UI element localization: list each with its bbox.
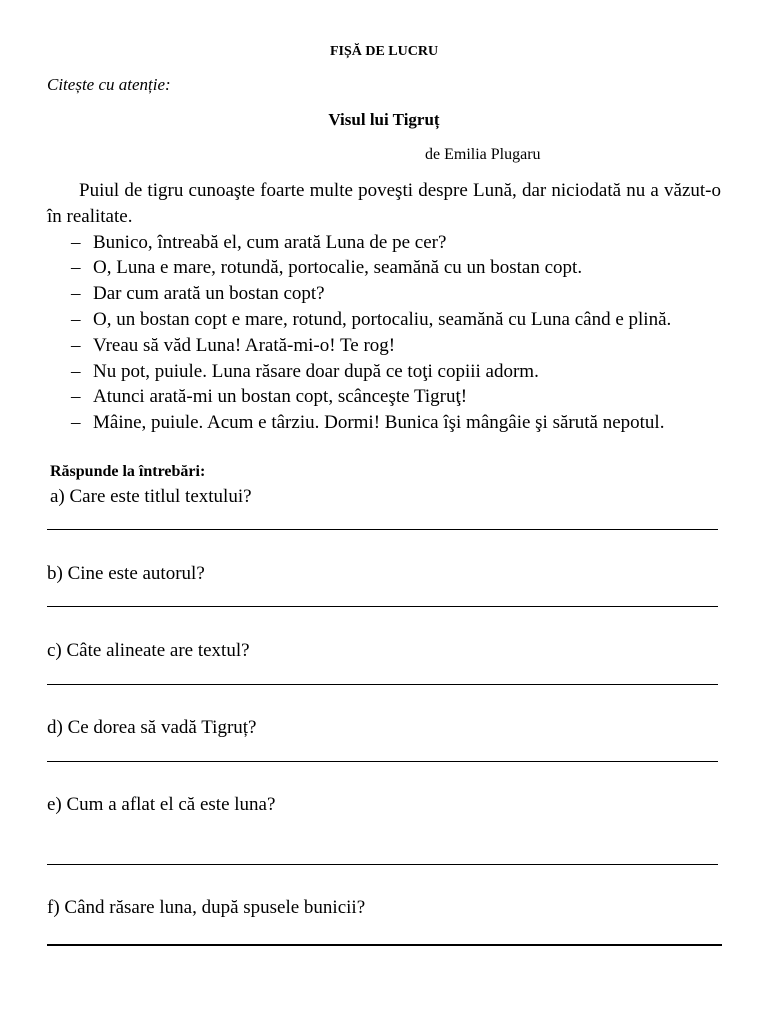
dialogue-line: [47, 333, 721, 359]
question-c: c) Câte alineate are textul?: [47, 640, 250, 661]
answer-line-b[interactable]: [47, 606, 718, 607]
dialogue-text: Atunci arată-mi un bostan copt, scânceşte Tigruţ!: [93, 386, 468, 408]
dialogue-dash: –: [71, 334, 81, 356]
instruction: Citește cu atenție:: [47, 75, 171, 94]
dialogue-text: O, Luna e mare, rotundă, portocalie, seamănă cu un bostan copt.: [93, 257, 583, 279]
question-d: d) Ce dorea să vadă Tigruț?: [47, 717, 257, 738]
answer-line-e[interactable]: [47, 864, 718, 865]
dialogue-dash: –: [71, 386, 81, 408]
question-b: b) Cine este autorul?: [47, 563, 205, 584]
questions-heading: Răspunde la întrebări:: [50, 463, 206, 480]
story-text: [47, 178, 721, 436]
sheet-title: FIȘĂ DE LUCRU: [329, 44, 439, 59]
dialogue-line: [47, 410, 721, 436]
dialogue-line: [47, 230, 721, 256]
dialogue-text: Bunico, întreabă el, cum arată Luna de pe cer?: [93, 231, 447, 253]
dialogue-dash: –: [71, 257, 81, 279]
question-a: a) Care este titlul textului?: [50, 486, 252, 507]
dialogue-dash: –: [71, 283, 81, 305]
dialogue-line: [47, 307, 721, 333]
dialogue-text: Dar cum arată un bostan copt?: [93, 283, 325, 305]
dialogue-dash: –: [71, 231, 81, 253]
story-author: de Emilia Plugaru: [425, 146, 541, 163]
answer-line-d[interactable]: [47, 761, 718, 762]
story-intro: Puiul de tigru cunoaşte foarte multe poveşti despre Lună, dar niciodată nu a văzut-o în realitate.: [47, 180, 721, 227]
dialogue-text: Vreau să văd Luna! Arată-mi-o! Te rog!: [93, 334, 396, 356]
answer-line-f[interactable]: [47, 944, 722, 946]
dialogue-text: O, un bostan copt e mare, rotund, portocaliu, seamănă cu Luna când e plină.: [93, 308, 672, 330]
dialogue-line: [47, 281, 721, 307]
answer-line-c[interactable]: [47, 684, 718, 685]
dialogue-dash: –: [71, 308, 81, 330]
story-title: Visul lui Tigruț: [328, 110, 440, 129]
dialogue-line: [47, 384, 721, 410]
dialogue-line: [47, 359, 721, 385]
dialogue-text: Nu pot, puiule. Luna răsare doar după ce toţi copiii adorm.: [93, 360, 539, 382]
question-f: f) Când răsare luna, după spusele bunicii?: [47, 897, 366, 918]
dialogue-dash: –: [71, 360, 81, 382]
dialogue-line: [47, 255, 721, 281]
question-e: e) Cum a aflat el că este luna?: [47, 794, 276, 815]
dialogue-text: Mâine, puiule. Acum e târziu. Dormi! Bunica îşi mângâie şi sărută nepotul.: [93, 412, 665, 434]
answer-line-a[interactable]: [47, 529, 718, 530]
dialogue-dash: –: [71, 412, 81, 434]
